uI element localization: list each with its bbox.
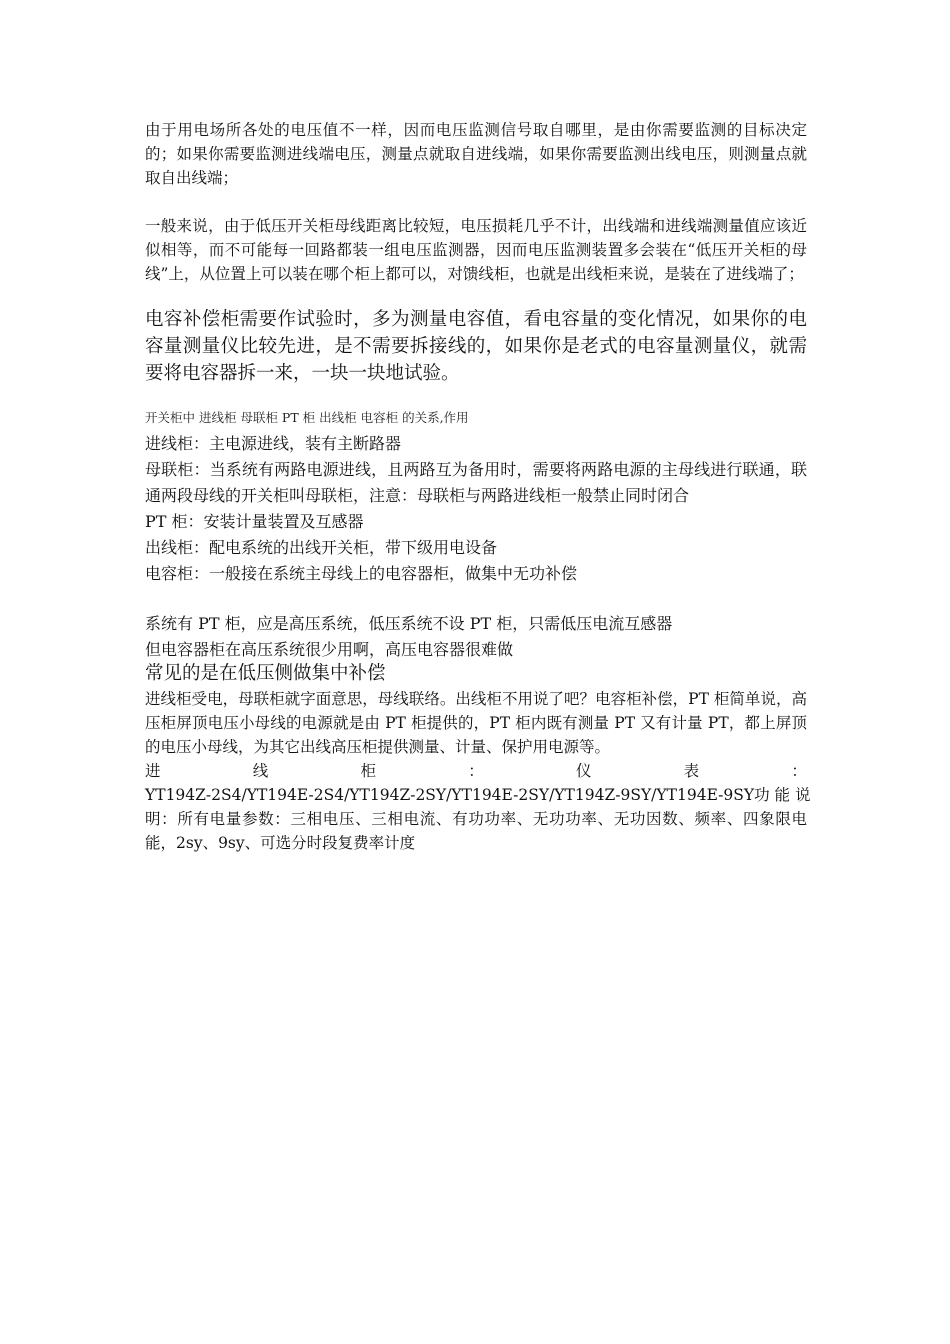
cabinet-definition-capacitor: 电容柜：一般接在系统主母线上的电容器柜，做集中无功补偿 (145, 564, 578, 583)
function-label: 功 能 说 (754, 786, 811, 804)
cabinet-definition-incoming: 进线柜：主电源进线，装有主断路器 (145, 434, 402, 453)
meter-models-line (145, 783, 811, 807)
document-body (145, 0, 811, 855)
note-pt-cabinet: 系统有 PT 柜，应是高压系统，低压系统不设 PT 柜，只需低压电流互感器 (145, 614, 673, 633)
paragraph-cabinet-explanation: 进线柜受电，母联柜就字面意思，母线联络。出线柜不用说了吧？电容柜补偿，PT 柜简单说，高压柜屏顶电压小母线的电源就是由 PT 柜提供的，PT 柜内既有测量 PT 又有计量 PT，都上屏顶的电压小母线，为其它出线高压柜提供测量、计量、保护用电源等。 (145, 690, 807, 756)
cabinet-definitions (145, 431, 807, 587)
cabinet-definition-outgoing: 出线柜：配电系统的出线开关柜，带下级用电设备 (145, 538, 498, 557)
meter-label-char: 柜 (360, 762, 376, 780)
cabinet-definition-bus-tie: 母联柜：当系统有两路电源进线，且两路互为备用时，需要将两路电源的主母线进行联通，联通两段母线的开关柜叫母联柜，注意：母联柜与两路进线柜一般禁止同时闭合 (145, 460, 807, 505)
cabinet-relations-heading: 开关柜中 进线柜 母联柜 PT 柜 出线柜 电容柜 的关系,作用 (145, 410, 469, 425)
meter-label-char: 进 (145, 762, 161, 780)
meter-label-char: 线 (252, 762, 269, 780)
paragraph-capacitor-test: 电容补偿柜需要作试验时，多为测量电容值，看电容量的变化情况，如果你的电容量测量仪比较先进，是不需要拆接线的，如果你是老式的电容量测量仪，就需要将电容器拆一来，一块一块地试验。 (145, 309, 807, 384)
paragraph-voltage-monitoring: 由于用电场所各处的电压值不一样，因而电压监测信号取自哪里，是由你需要监测的目标决定的；如果你需要监测进线端电压，测量点就取自进线端，如果你需要监测出线电压，则测量点就取自出线端； (145, 121, 807, 187)
note-capacitor-high-voltage: 但电容器柜在高压系统很少用啊，高压电容器很难做 (145, 640, 514, 659)
note-low-voltage-compensation: 常见的是在低压侧做集中补偿 (145, 663, 386, 684)
cabinet-definition-pt: PT 柜：安装计量装置及互感器 (145, 512, 364, 531)
meter-label-char: ： (468, 762, 484, 780)
meter-label-char: 表 (683, 762, 700, 780)
function-description: 明：所有电量参数：三相电压、三相电流、有功功率、无功功率、无功因数、频率、四象限电能，2sy、9sy、可选分时段复费率计度 (145, 810, 807, 852)
paragraph-low-voltage-busbar: 一般来说，由于低压开关柜母线距离比较短，电压损耗几乎不计，出线端和进线端测量值应该近似相等，而不可能每一回路都装一组电压监测器，因而电压监测装置多会装在“低压开关柜的母线”上，从位置上可以装在哪个柜上都可以，对馈线柜，也就是出线柜来说，是装在了进线端了； (145, 217, 807, 283)
meter-label-line (145, 759, 807, 783)
meter-models: YT194Z-2S4/YT194E-2S4/YT194Z-2SY/YT194E-2SY/YT194Z-9SY/YT194E-9SY (145, 786, 755, 804)
meter-label-char: 仪 (575, 762, 592, 780)
meter-label-char: ： (791, 762, 807, 780)
